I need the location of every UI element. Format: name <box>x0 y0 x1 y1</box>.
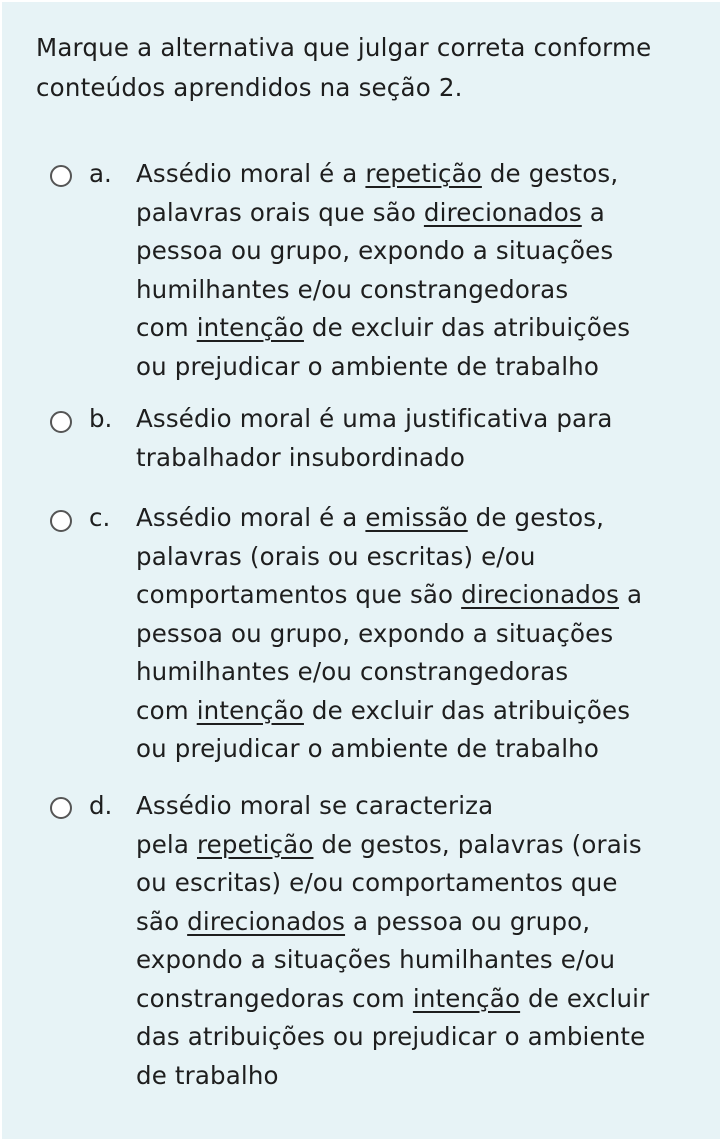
text-segment: Assédio moral é a <box>136 503 366 532</box>
text-segment: expondo a situações humilhantes e/ou <box>136 945 616 974</box>
question-line: Marque a alternativa que julgar correta conforme <box>36 33 652 62</box>
text-segment: com <box>136 695 197 725</box>
text-segment: com <box>136 313 197 342</box>
option-text-line <box>136 864 676 903</box>
option-c-radio[interactable] <box>50 510 72 532</box>
text-segment: comportamentos que são <box>136 580 462 609</box>
text-segment: das atribuições ou prejudicar o ambiente <box>136 1022 646 1051</box>
text-segment: ou prejudicar o ambiente de trabalho <box>136 734 599 763</box>
option-text-line <box>136 499 676 538</box>
underlined-term: intenção <box>196 313 304 342</box>
underlined-term: intenção <box>196 695 304 725</box>
text-segment: de gestos, <box>467 503 605 532</box>
underlined-term: emissão <box>365 503 468 532</box>
text-segment: Assédio moral se caracteriza <box>136 791 494 820</box>
underlined-term: repetição <box>196 829 314 859</box>
text-segment: trabalhador insubordinado <box>136 442 466 472</box>
text-segment: de gestos, palavras (orais <box>313 829 642 859</box>
text-segment: de gestos, <box>481 159 619 188</box>
option-text-line <box>136 1057 676 1096</box>
text-segment: de trabalho <box>136 1060 279 1090</box>
option-text-line <box>136 155 676 194</box>
text-segment: pessoa ou grupo, expondo a situações <box>136 236 614 265</box>
underlined-term: repetição <box>365 159 482 188</box>
question-text <box>36 28 696 108</box>
option-a-text <box>136 155 676 386</box>
option-d-letter: d. <box>89 791 113 820</box>
option-d-text <box>136 787 676 1095</box>
text-segment: palavras (orais ou escritas) e/ou <box>136 541 536 571</box>
text-segment: ou escritas) e/ou comportamentos que <box>136 868 618 897</box>
option-text-line <box>136 826 676 865</box>
option-text-line <box>136 348 676 387</box>
option-text-line <box>136 232 676 271</box>
underlined-term: direcionados <box>461 580 620 609</box>
text-segment: Assédio moral é a <box>136 159 366 188</box>
text-segment: a <box>619 580 643 609</box>
underlined-term: intenção <box>412 983 521 1013</box>
text-segment: de excluir das atribuições <box>303 695 631 725</box>
option-text-line <box>136 903 676 942</box>
option-text-line <box>136 271 676 310</box>
option-text-line <box>136 194 676 233</box>
option-text-line <box>136 538 676 577</box>
option-text-line <box>136 787 676 826</box>
option-text-line <box>136 439 676 478</box>
option-c-text <box>136 499 676 769</box>
option-b-letter: b. <box>89 404 113 433</box>
text-segment: são <box>136 906 188 936</box>
option-text-line <box>136 615 676 654</box>
option-text-line <box>136 692 676 731</box>
option-text-line <box>136 309 676 348</box>
underlined-term: direcionados <box>423 197 582 227</box>
text-segment: Assédio moral é uma justificativa para <box>136 404 613 433</box>
question-line: conteúdos aprendidos na seção 2. <box>36 73 463 102</box>
text-segment: pela <box>136 829 197 859</box>
option-text-line <box>136 941 676 980</box>
text-segment: pessoa ou grupo, expondo a situações <box>136 618 614 648</box>
option-a-radio[interactable] <box>50 165 72 187</box>
option-c-letter: c. <box>89 503 111 532</box>
text-segment: a <box>581 197 605 227</box>
option-b-radio[interactable] <box>50 411 72 433</box>
option-text-line <box>136 400 676 439</box>
text-segment: de excluir das atribuições <box>303 313 631 342</box>
text-segment: constrangedoras com <box>136 983 413 1013</box>
option-d-radio[interactable] <box>50 797 72 819</box>
option-text-line <box>136 980 676 1019</box>
text-segment: ou prejudicar o ambiente de trabalho <box>136 351 599 381</box>
option-a-letter: a. <box>89 159 112 188</box>
text-segment: de excluir <box>520 983 650 1013</box>
underlined-term: direcionados <box>187 906 346 936</box>
text-segment: palavras orais que são <box>136 197 424 227</box>
option-text-line <box>136 730 676 769</box>
text-segment: humilhantes e/ou constrangedoras <box>136 274 569 304</box>
option-text-line <box>136 653 676 692</box>
text-segment: a pessoa ou grupo, <box>345 906 591 936</box>
option-text-line <box>136 576 676 615</box>
text-segment: humilhantes e/ou constrangedoras <box>136 657 569 686</box>
option-b-text <box>136 400 676 477</box>
option-text-line <box>136 1018 676 1057</box>
